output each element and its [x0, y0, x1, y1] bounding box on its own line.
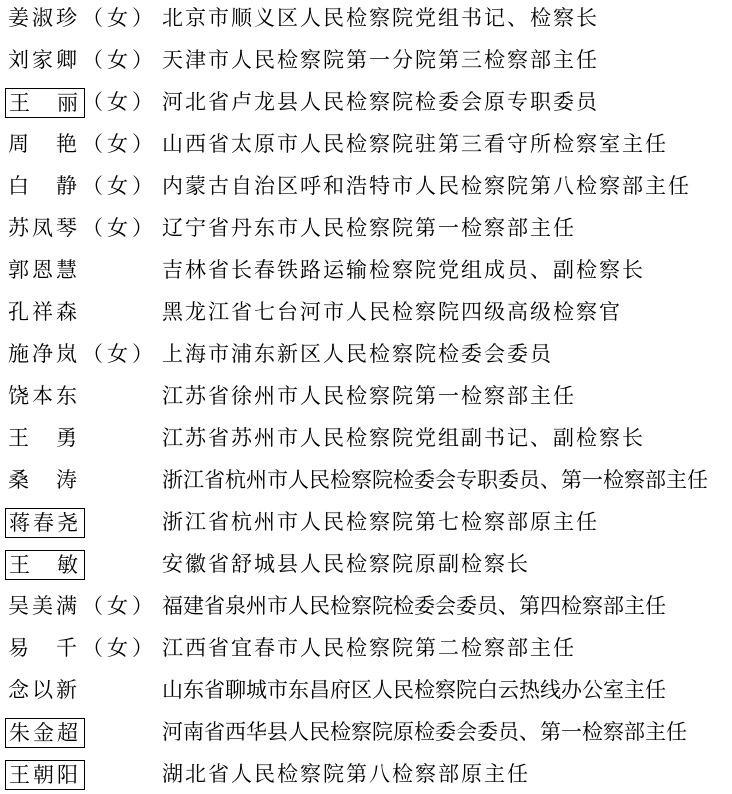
list-item [0, 252, 732, 288]
list-item [0, 630, 732, 666]
gender-note: （女） [82, 48, 157, 72]
gender-note: （女） [82, 594, 157, 618]
list-item [0, 42, 732, 78]
person-position: 天津市人民检察院第一分院第三检察部主任 [162, 48, 599, 72]
person-position: 吉林省长春铁路运输检察院党组成员、副检察长 [162, 258, 645, 282]
list-item [0, 336, 732, 372]
boxed-person-name: 朱金超 [5, 718, 85, 748]
person-name: 饶本东 [8, 384, 80, 408]
person-position: 山西省太原市人民检察院驻第三看守所检察室主任 [162, 132, 668, 156]
person-position: 黑龙江省七台河市人民检察院四级高级检察官 [162, 300, 622, 324]
list-item [0, 378, 732, 414]
person-position: 湖北省人民检察院第八检察部原主任 [162, 762, 530, 786]
person-position: 福建省泉州市人民检察院检委会委员、第四检察部主任 [162, 594, 666, 618]
list-item [0, 294, 732, 330]
person-name: 郭恩慧 [8, 258, 80, 282]
boxed-person-name: 王 敏 [5, 550, 85, 580]
person-position: 安徽省舒城县人民检察院原副检察长 [162, 552, 530, 576]
person-name: 苏凤琴 [8, 216, 80, 240]
list-item [0, 462, 732, 498]
person-name: 吴美满 [8, 594, 80, 618]
person-position: 内蒙古自治区呼和浩特市人民检察院第八检察部主任 [162, 174, 691, 198]
gender-note: （女） [82, 342, 157, 366]
gender-note: （女） [82, 216, 157, 240]
boxed-person-name: 王朝阳 [5, 760, 85, 790]
person-position: 上海市浦东新区人民检察院检委会委员 [162, 342, 553, 366]
person-name: 桑 涛 [8, 468, 80, 492]
list-item [0, 0, 732, 36]
list-item [0, 714, 732, 750]
list-item [0, 420, 732, 456]
boxed-person-name: 蒋春尧 [5, 508, 85, 538]
list-item [0, 210, 732, 246]
person-position: 河北省卢龙县人民检察院检委会原专职委员 [162, 90, 599, 114]
person-name: 王 勇 [8, 426, 80, 450]
person-position: 江苏省苏州市人民检察院党组副书记、副检察长 [162, 426, 645, 450]
person-name: 白 静 [8, 174, 80, 198]
gender-note: （女） [82, 636, 157, 660]
gender-note: （女） [82, 6, 157, 30]
gender-note: （女） [82, 174, 157, 198]
person-position: 浙江省杭州市人民检察院检委会专职委员、第一检察部主任 [162, 468, 708, 492]
person-position: 辽宁省丹东市人民检察院第一检察部主任 [162, 216, 576, 240]
person-name: 念以新 [8, 678, 80, 702]
list-item [0, 546, 732, 582]
person-name: 易 千 [8, 636, 80, 660]
gender-note: （女） [82, 132, 157, 156]
gender-note: （女） [82, 90, 157, 114]
person-position: 河南省西华县人民检察院原检委会委员、第一检察部主任 [162, 720, 687, 744]
person-name: 周 艳 [8, 132, 80, 156]
person-name: 姜淑珍 [8, 6, 80, 30]
list-item [0, 126, 732, 162]
list-item [0, 756, 732, 792]
list-item [0, 168, 732, 204]
person-position: 浙江省杭州市人民检察院第七检察部原主任 [162, 510, 599, 534]
list-item [0, 588, 732, 624]
person-position: 江西省宜春市人民检察院第二检察部主任 [162, 636, 576, 660]
person-position: 江苏省徐州市人民检察院第一检察部主任 [162, 384, 576, 408]
person-position: 北京市顺义区人民检察院党组书记、检察长 [162, 6, 599, 30]
list-item [0, 672, 732, 708]
list-item [0, 84, 732, 120]
person-position: 山东省聊城市东昌府区人民检察院白云热线办公室主任 [162, 678, 666, 702]
list-item [0, 504, 732, 540]
boxed-person-name: 王 丽 [5, 88, 85, 118]
person-name: 施净岚 [8, 342, 80, 366]
person-name: 孔祥森 [8, 300, 80, 324]
person-name: 刘家卿 [8, 48, 80, 72]
